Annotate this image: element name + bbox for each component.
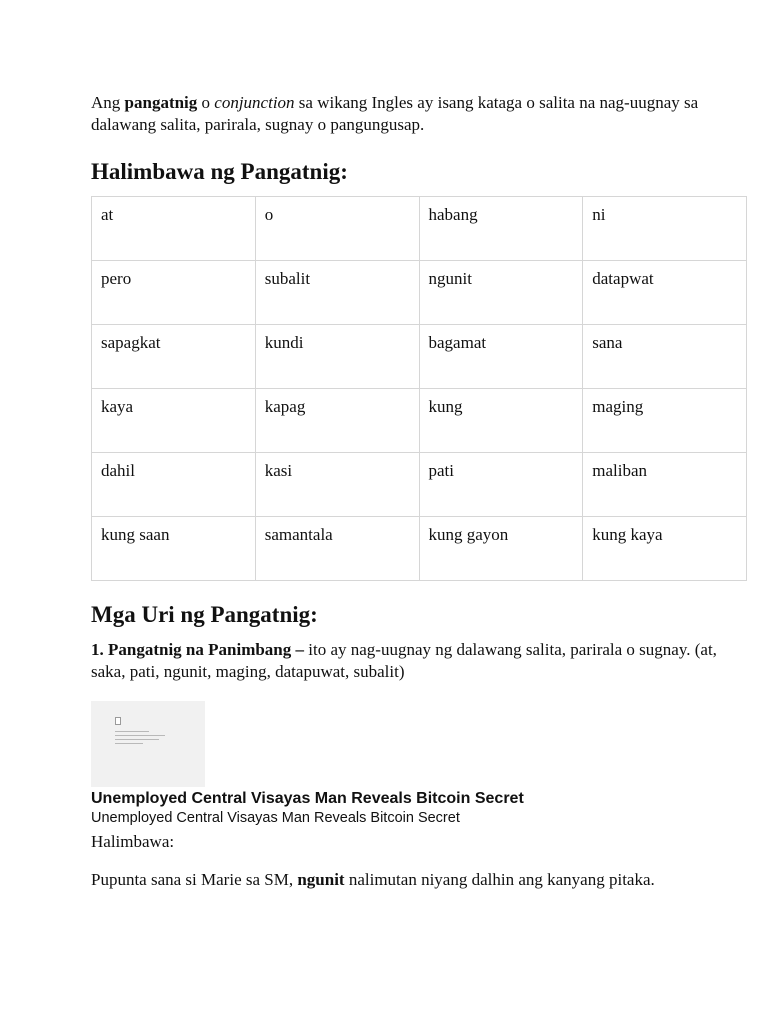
table-cell: kung gayon: [419, 517, 583, 581]
ad-title-link[interactable]: Unemployed Central Visayas Man Reveals Bitcoin Secret: [91, 790, 524, 807]
type1-paragraph: [91, 639, 751, 683]
examples-heading: Halimbawa ng Pangatnig:: [91, 159, 348, 184]
intro-english-term: conjunction: [214, 93, 295, 112]
table-row: [92, 389, 747, 453]
example-after: nalimutan niyang dalhin ang kanyang pitaka.: [344, 870, 655, 889]
table-cell: habang: [419, 197, 583, 261]
table-cell: ngunit: [419, 261, 583, 325]
intro-term: pangatnig: [124, 93, 198, 112]
table-cell: at: [92, 197, 256, 261]
table-cell: pero: [92, 261, 256, 325]
table-cell: sana: [583, 325, 747, 389]
table-cell: subalit: [255, 261, 419, 325]
table-cell: samantala: [255, 517, 419, 581]
table-cell: kundi: [255, 325, 419, 389]
table-cell: bagamat: [419, 325, 583, 389]
table-cell: kasi: [255, 453, 419, 517]
types-heading: Mga Uri ng Pangatnig:: [91, 602, 318, 627]
table-cell: maliban: [583, 453, 747, 517]
ad-subtitle: Unemployed Central Visayas Man Reveals Bitcoin Secret: [91, 810, 460, 826]
document-page: [91, 92, 751, 891]
example-before: Pupunta sana si Marie sa SM,: [91, 870, 298, 889]
table-row: [92, 325, 747, 389]
type1-title: 1. Pangatnig na Panimbang: [91, 640, 292, 659]
document-icon: [115, 717, 121, 725]
table-cell: sapagkat: [92, 325, 256, 389]
table-cell: ni: [583, 197, 747, 261]
table-row: [92, 453, 747, 517]
type1-description: ito ay nag-uugnay ng dalawang salita, parirala o sugnay. (at, saka, pati, ngunit, maging, datapuwat, subalit): [91, 640, 717, 681]
table-row: [92, 261, 747, 325]
type1-dash: –: [291, 640, 309, 659]
halimbawa-label: Halimbawa:: [91, 832, 175, 851]
table-cell: kung: [419, 389, 583, 453]
table-cell: o: [255, 197, 419, 261]
intro-paragraph: [91, 92, 751, 136]
ad-thumbnail-image[interactable]: [91, 701, 205, 787]
table-row: [92, 517, 747, 581]
example-sentence: [91, 869, 751, 891]
table-row: [92, 197, 747, 261]
table-cell: datapwat: [583, 261, 747, 325]
example-keyword: ngunit: [297, 870, 345, 889]
table-cell: kung kaya: [583, 517, 747, 581]
intro-mid: o: [197, 93, 215, 112]
table-cell: kung saan: [92, 517, 256, 581]
table-cell: pati: [419, 453, 583, 517]
intro-prefix: Ang: [91, 93, 125, 112]
table-cell: kaya: [92, 389, 256, 453]
intro-rest: sa wikang Ingles ay isang kataga o salita na nag-uugnay sa dalawang salita, parirala, sugnay o pangungusap.: [91, 93, 699, 134]
table-cell: kapag: [255, 389, 419, 453]
conjunction-table: [91, 196, 747, 581]
table-cell: dahil: [92, 453, 256, 517]
table-cell: maging: [583, 389, 747, 453]
